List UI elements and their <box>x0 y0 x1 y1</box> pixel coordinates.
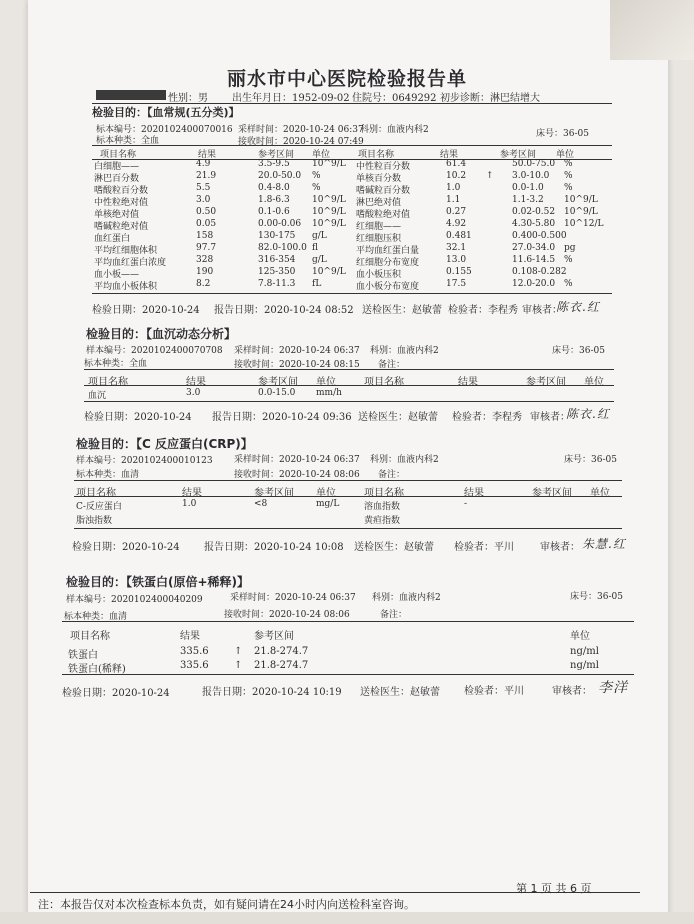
section4-remark: 备注： <box>380 610 408 620</box>
table-cell: 血沉 <box>88 391 107 401</box>
table-cell: <8 <box>254 499 268 509</box>
section2-collect-time: 采样时间：2020-10-24 06:37 <box>234 346 360 356</box>
column-header: 单位 <box>556 150 575 160</box>
table-cell: 1.1 <box>446 195 461 205</box>
table-cell: 0.1-0.6 <box>258 207 290 217</box>
table-cell: 平均血红蛋白量 <box>356 246 420 256</box>
section3-reviewer-signature: 朱慧.红 <box>582 537 626 551</box>
table-cell: 淋巴百分数 <box>94 174 140 184</box>
column-header: 结果 <box>186 377 206 388</box>
section1-doctor: 送检医生：赵敏蕾 <box>362 305 442 316</box>
section1-check-date: 检验日期：2020-10-24 <box>92 305 200 316</box>
section4-purpose: 检验目的：【铁蛋白(原倍+稀释)】 <box>66 575 250 589</box>
table-cell: 白细胞—— <box>94 162 140 172</box>
table-cell: 0.400-0.500 <box>512 231 567 241</box>
table-cell: 8.2 <box>196 279 211 289</box>
table-cell: 158 <box>196 231 214 241</box>
column-header: 参考区间 <box>532 488 572 499</box>
table-cell: 1.1-3.2 <box>512 195 544 205</box>
table-cell: 21.8-274.7 <box>254 660 309 671</box>
divider <box>84 385 614 386</box>
column-header: 结果 <box>464 488 484 499</box>
page-number: 第 1 页 共 6 页 <box>516 882 592 895</box>
section4-sample-no: 样本编号：2020102400040209 <box>66 595 203 605</box>
table-cell: 血小板—— <box>94 270 140 280</box>
table-cell: 125-350 <box>258 267 296 277</box>
table-cell: 10.2 <box>446 171 467 181</box>
table-cell: 21.8-274.7 <box>254 646 309 657</box>
table-cell: 红细胞—— <box>356 222 402 232</box>
section4-report-date: 报告日期：2020-10-24 10:19 <box>202 687 342 698</box>
section3-receive-time: 接收时间：2020-10-24 08:06 <box>234 470 360 480</box>
table-cell: 328 <box>196 255 214 265</box>
section3-reviewer: 审核者： <box>540 542 580 553</box>
table-cell: 21.9 <box>196 171 217 181</box>
section1-reviewer-signature: 陈衣.红 <box>556 300 600 314</box>
section3-collect-time: 采样时间：2020-10-24 06:37 <box>234 455 360 465</box>
table-cell: 335.6 <box>180 646 209 657</box>
table-cell: 17.5 <box>446 279 467 289</box>
section4-doctor: 送检医生：赵敏蕾 <box>360 687 440 698</box>
table-cell: 单核百分数 <box>356 174 402 184</box>
section3-examiner: 检验者：平川 <box>454 542 514 553</box>
section4-receive-time: 接收时间：2020-10-24 08:06 <box>224 610 350 620</box>
table-cell: 32.1 <box>446 243 467 253</box>
patient-inpatient-no: 住院号：0649292 <box>352 93 437 104</box>
section2-reviewer: 审核者： <box>530 412 570 423</box>
table-cell: % <box>312 171 321 181</box>
table-cell: 铁蛋白(稀释) <box>68 664 126 675</box>
table-cell: ↑ <box>234 646 243 657</box>
column-header: 结果 <box>182 488 202 499</box>
report-title: 丽水市中心医院检验报告单 <box>226 68 467 90</box>
table-cell: 10^9/L <box>312 207 346 217</box>
footer-note: 注：本报告仅对本次检查标本负责，如有疑问请在24小时内向送检科室咨询。 <box>38 898 415 911</box>
table-cell: 1.0 <box>446 183 461 193</box>
table-cell: 0.155 <box>446 267 472 277</box>
table-cell: 红细胞分布宽度 <box>356 258 420 268</box>
section4-sample-type: 标本种类：血清 <box>64 612 128 622</box>
divider <box>62 674 634 675</box>
table-cell: 1.8-6.3 <box>258 195 290 205</box>
section2-sample-no: 样本编号：2020102400070708 <box>86 346 223 356</box>
section3-purpose: 检验目的：【C 反应蛋白(CRP)】 <box>76 437 253 451</box>
table-cell: % <box>564 279 573 289</box>
table-cell: 20.0-50.0 <box>258 171 302 181</box>
table-cell: 中性粒绝对值 <box>94 198 149 208</box>
section4-collect-time: 采样时间：2020-10-24 06:37 <box>230 593 356 603</box>
section3-sample-type: 标本种类：血清 <box>76 470 140 480</box>
section3-dept: 科别：血液内科2 <box>370 455 439 465</box>
table-cell: 平均血红蛋白浓度 <box>94 258 167 268</box>
table-cell: ng/ml <box>570 660 599 671</box>
table-cell: 3.0 <box>186 388 201 398</box>
column-header: 参考区间 <box>254 488 294 499</box>
column-header: 项目名称 <box>76 488 116 499</box>
section3-doctor: 送检医生：赵敏蕾 <box>354 542 434 553</box>
patient-dob: 出生年月日：1952-09-02 <box>232 93 350 104</box>
table-cell: 1.0 <box>182 499 197 509</box>
section2-remark: 备注： <box>378 360 406 370</box>
table-cell: 50.0-75.0 <box>512 159 556 169</box>
table-cell: 10^9/L <box>312 195 346 205</box>
table-cell: 嗜酸粒百分数 <box>94 186 149 196</box>
table-cell: 铁蛋白 <box>68 650 98 661</box>
table-cell: 平均红细胞体积 <box>94 246 158 256</box>
table-cell: 红细胞压积 <box>356 234 402 244</box>
table-cell: 10^9/L <box>564 207 598 217</box>
section1-dept: 科别：血液内科2 <box>360 125 429 135</box>
column-header: 参考区间 <box>254 631 294 642</box>
section2-receive-time: 接收时间：2020-10-24 08:15 <box>234 360 360 370</box>
table-cell: % <box>564 159 573 169</box>
section3-bed: 床号：36-05 <box>564 455 617 465</box>
table-cell: 0.50 <box>196 207 217 217</box>
divider <box>74 528 622 529</box>
table-cell: fl <box>312 243 319 253</box>
table-cell: 10^9/L <box>312 159 346 169</box>
table-cell: fL <box>312 279 322 289</box>
table-cell: 0.05 <box>196 219 217 229</box>
table-cell: 0.4-8.0 <box>258 183 290 193</box>
section2-check-date: 检验日期：2020-10-24 <box>84 412 192 423</box>
table-cell: 0.27 <box>446 207 467 217</box>
column-header: 项目名称 <box>100 150 137 160</box>
table-cell: 10^9/L <box>312 267 346 277</box>
section1-report-date: 报告日期：2020-10-24 08:52 <box>214 305 354 316</box>
section1-collect-time: 采样时间：2020-10-24 06:37 <box>238 125 364 135</box>
table-cell: 0.00-0.06 <box>258 219 302 229</box>
table-cell: 190 <box>196 267 214 277</box>
section4-bed: 床号：36-05 <box>570 592 623 602</box>
table-cell: 10^9/L <box>312 219 346 229</box>
table-cell: 淋巴绝对值 <box>356 198 402 208</box>
table-cell: 脂浊指数 <box>76 516 113 526</box>
section4-reviewer-signature: 李洋 <box>598 680 628 696</box>
column-header: 参考区间 <box>500 150 537 160</box>
section2-dept: 科别：血液内科2 <box>370 346 439 356</box>
table-cell: 血小板分布宽度 <box>356 282 420 292</box>
table-cell: 11.6-14.5 <box>512 255 556 265</box>
table-cell: 3.0 <box>196 195 211 205</box>
table-cell: 316-354 <box>258 255 296 265</box>
table-cell: mm/h <box>316 388 342 398</box>
section4-dept: 科别：血液内科2 <box>372 593 441 603</box>
divider <box>74 480 622 481</box>
table-cell: 溶血指数 <box>364 502 401 512</box>
background-corner <box>610 0 694 60</box>
table-cell: 61.4 <box>446 159 467 169</box>
section4-examiner: 检验者：平川 <box>464 686 524 697</box>
table-cell: g/L <box>312 255 327 265</box>
table-cell: 10^12/L <box>564 219 604 229</box>
table-cell: % <box>312 183 321 193</box>
table-cell: ↑ <box>234 660 243 671</box>
column-header: 单位 <box>312 150 331 160</box>
column-header: 参考区间 <box>526 377 566 388</box>
table-cell: 7.8-11.3 <box>258 279 296 289</box>
table-cell: 10^9/L <box>564 195 598 205</box>
section1-receive-time: 接收时间：2020-10-24 07:49 <box>238 137 364 147</box>
table-cell: g/L <box>312 231 327 241</box>
section2-examiner: 检验者：李程秀 <box>452 412 522 423</box>
section1-purpose: 检验目的：【血常规(五分类)】 <box>92 106 240 119</box>
divider <box>74 496 622 497</box>
table-cell: 27.0-34.0 <box>512 243 556 253</box>
divider <box>92 293 612 294</box>
table-cell: 82.0-100.0 <box>258 243 307 253</box>
column-header: 项目名称 <box>358 150 395 160</box>
column-header: 结果 <box>198 150 217 160</box>
section4-reviewer: 审核者： <box>552 686 592 697</box>
column-header: 单位 <box>584 377 604 388</box>
patient-diagnosis: 初步诊断：淋巴结增大 <box>440 93 540 104</box>
table-cell: % <box>564 255 573 265</box>
table-cell: 血红蛋白 <box>94 234 131 244</box>
section2-purpose: 检验目的：【血沉动态分析】 <box>86 327 237 341</box>
table-cell: 0.02-0.52 <box>512 207 556 217</box>
table-cell: 单核绝对值 <box>94 210 140 220</box>
column-header: 结果 <box>458 377 478 388</box>
table-cell: mg/L <box>316 499 340 509</box>
table-cell: 0.0-1.0 <box>512 183 544 193</box>
section3-check-date: 检验日期：2020-10-24 <box>72 542 180 553</box>
column-header: 单位 <box>316 377 336 388</box>
table-cell: pg <box>564 243 576 253</box>
background-strip <box>0 912 694 924</box>
column-header: 参考区间 <box>258 377 298 388</box>
table-cell: 4.9 <box>196 159 211 169</box>
section2-reviewer-signature: 陈衣.红 <box>566 407 610 421</box>
section3-remark: 备注： <box>378 470 406 480</box>
table-cell: 0.108-0.282 <box>512 267 567 277</box>
section2-doctor: 送检医生：赵敏蕾 <box>358 412 438 423</box>
column-header: 单位 <box>590 488 610 499</box>
table-cell: 12.0-20.0 <box>512 279 556 289</box>
table-cell: ↑ <box>486 171 494 181</box>
table-cell: 13.0 <box>446 255 467 265</box>
section1-reviewer: 审核者： <box>522 305 562 316</box>
table-cell: 3.5-9.5 <box>258 159 290 169</box>
column-header: 项目名称 <box>364 377 404 388</box>
table-cell: 130-175 <box>258 231 296 241</box>
section2-sample-type: 标本种类：全血 <box>84 359 148 369</box>
column-header: 单位 <box>570 631 590 642</box>
section1-sample-no: 标本编号：2020102400070016 <box>96 125 233 135</box>
redacted-name <box>96 90 166 100</box>
table-cell: 97.7 <box>196 243 217 253</box>
column-header: 项目名称 <box>88 377 128 388</box>
table-cell: 嗜碱粒绝对值 <box>94 222 149 232</box>
section3-report-date: 报告日期：2020-10-24 10:08 <box>204 542 344 553</box>
table-cell: 嗜酸粒绝对值 <box>356 210 411 220</box>
section2-bed: 床号：36-05 <box>552 346 605 356</box>
table-cell: 嗜碱粒百分数 <box>356 186 411 196</box>
section3-sample-no: 样本编号：2020102400010123 <box>76 456 213 466</box>
table-cell: 3.0-10.0 <box>512 171 550 181</box>
section1-bed: 床号：36-05 <box>536 129 589 139</box>
column-header: 参考区间 <box>258 150 295 160</box>
divider <box>84 401 614 402</box>
table-cell: 5.5 <box>196 183 211 193</box>
table-cell: % <box>564 183 573 193</box>
column-header: 结果 <box>440 150 459 160</box>
table-cell: 0.481 <box>446 231 472 241</box>
column-header: 单位 <box>316 488 336 499</box>
patient-sex: 性别：男 <box>168 93 208 104</box>
section1-examiner: 检验者：李程秀 <box>448 305 518 316</box>
table-cell: ng/ml <box>570 646 599 657</box>
column-header: 项目名称 <box>70 631 110 642</box>
column-header: 项目名称 <box>364 488 404 499</box>
table-cell: 4.30-5.80 <box>512 219 556 229</box>
table-cell: - <box>464 499 468 509</box>
table-cell: 中性粒百分数 <box>356 162 411 172</box>
section4-check-date: 检验日期：2020-10-24 <box>62 688 170 699</box>
table-cell: 血小板压积 <box>356 270 402 280</box>
section2-report-date: 报告日期：2020-10-24 09:36 <box>212 412 352 423</box>
table-cell: 0.0-15.0 <box>258 388 296 398</box>
table-cell: C-反应蛋白 <box>76 502 122 512</box>
divider <box>62 621 634 622</box>
table-cell: 黄疸指数 <box>364 516 401 526</box>
table-cell: 335.6 <box>180 660 209 671</box>
divider <box>92 145 612 146</box>
table-cell: 平均血小板体积 <box>94 282 158 292</box>
column-header: 结果 <box>180 631 200 642</box>
divider <box>84 369 614 370</box>
table-cell: % <box>564 171 573 181</box>
table-cell: 4.92 <box>446 219 467 229</box>
section1-sample-type: 标本种类：全血 <box>96 136 160 146</box>
